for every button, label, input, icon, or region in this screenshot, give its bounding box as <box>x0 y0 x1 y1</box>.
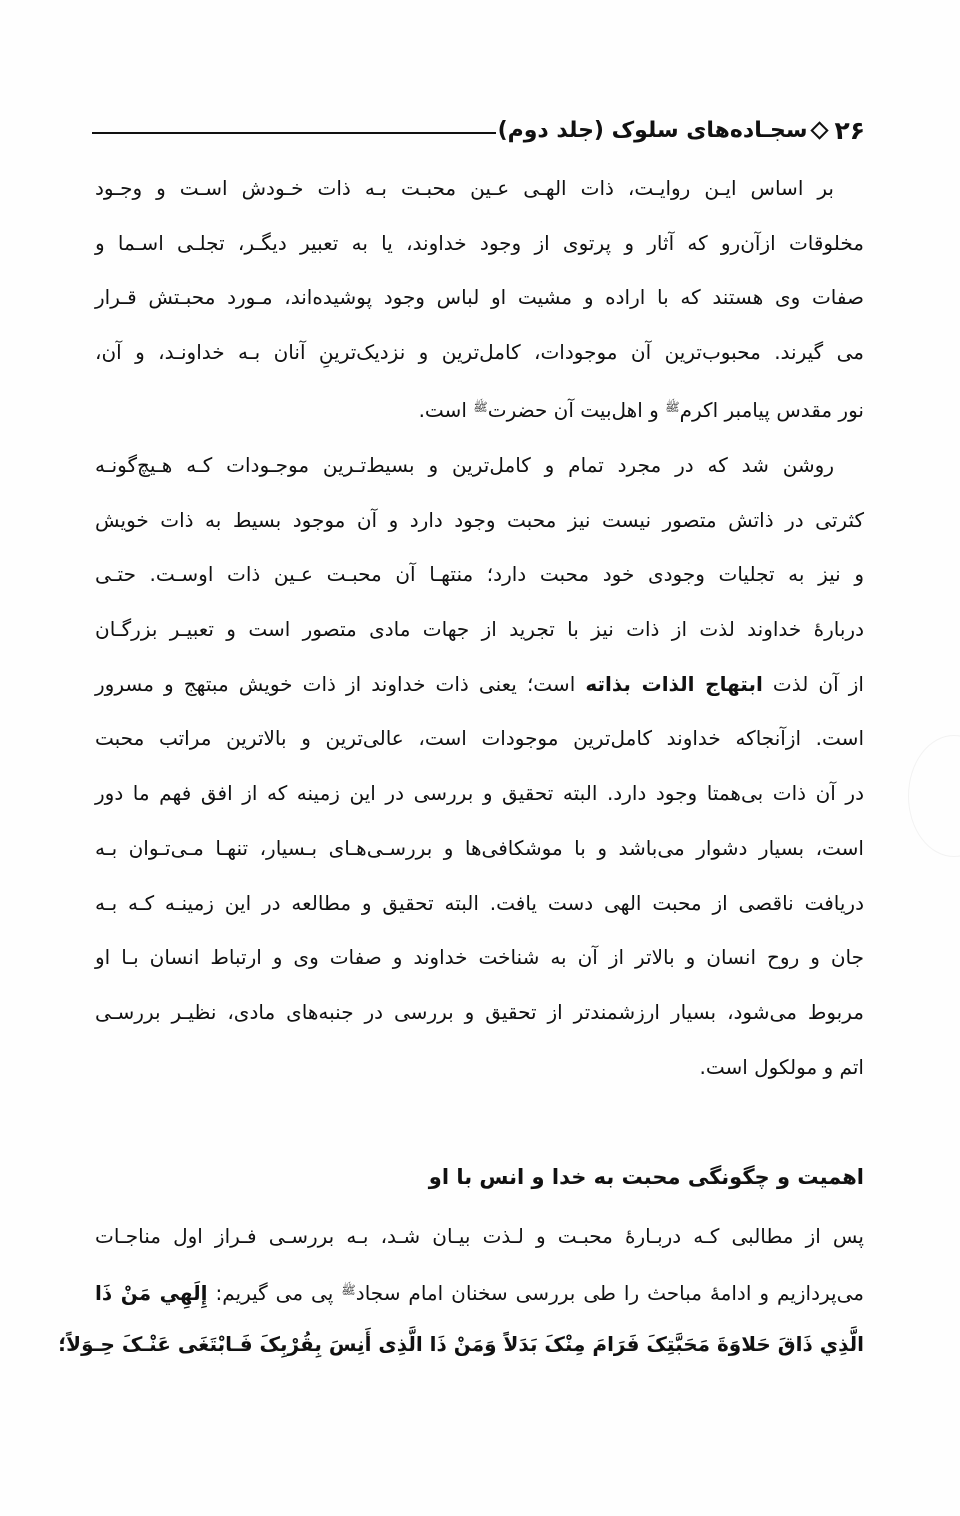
text-line: مربوط می‌شود، بسیار ارزشمندتر از تحقیق و بررسی در جنبه‌های مادی، نظیـر بررسـی <box>95 999 864 1024</box>
text-line <box>95 380 864 435</box>
text-segment: و اهل‌بیت آن حضرت <box>487 397 666 422</box>
text-line: دریافت ناقصی از محبت الهی دست یافت. البته تحقیق و مطالعه در این زمینـه کـه بـه <box>95 890 864 915</box>
text-line: بر اساس ایـن روایـت، ذات الهـی عـین محبـت بـه ذات خـودش اسـت و وجـود <box>95 176 834 200</box>
text-line: می گیرند. محبوب‌ترین آن موجودات، کامل‌ترین و نزدیک‌ترینِ آنان بـه خداونـد، و آن، <box>95 340 864 365</box>
text-line: دربارۀ خداوند لذت از ذات نیز با تجرید از جهات مادی متصور است و تعبیـر بزرگـان <box>95 617 864 642</box>
honorific-symbol: ﷺ <box>473 399 488 414</box>
paragraph-3 <box>58 1209 864 1371</box>
text-segment: است؛ یعنی ذات خداوند از ذات خویش مبتهج و مسرور <box>95 671 586 696</box>
book-title: سجـاده‌های سلوک (جلد دوم) <box>497 118 808 143</box>
paragraph-2 <box>95 438 864 1094</box>
text-line: پس از مطالبی کـه دربـارۀ محبـت و لـذت بیـان شـد، بـه بررسـی فـراز اول مناجـات <box>95 1224 864 1248</box>
honorific-symbol: ﷺ <box>341 1283 356 1297</box>
text-segment: نور مقدس پیامبر اکرم <box>679 397 864 422</box>
text-line <box>95 657 864 712</box>
header-rule <box>92 132 496 134</box>
text-line: و نیز به تجلیات وجودی خود محبت دارد؛ منتهـا آن محبـت عـین ذات اوسـت. حتـی <box>95 562 864 587</box>
page-number: ۲۶ <box>834 116 865 145</box>
paper-stain-mark <box>908 735 960 857</box>
text-segment: از آن لذت <box>762 671 864 696</box>
text-line: کثرتی در ذاتش متصور نیست نیز محبت وجود دارد و آن موجود بسیط به ذات خویش <box>95 507 864 532</box>
text-line: است. ازآنجاکه خداوند کامل‌ترین موجودات است، عالی‌ترین و بالاترین مراتب محبت <box>95 726 864 751</box>
text-line <box>95 1263 864 1317</box>
running-header <box>92 106 865 146</box>
paragraph-1 <box>95 161 864 434</box>
section-heading: اهمیت و چگونگی محبت به خدا و انس با او <box>428 1165 864 1189</box>
bold-term: ابتهاج الذات بذاته <box>585 671 763 696</box>
text-line: در آن ذات بی‌همتا وجود دارد. البته تحقیق و بررسی در این زمینه که از افق فهم ما دور <box>95 781 864 806</box>
supplication-quote: الَّذِي ذَاقَ حَلاوَةَ مَحَبَّتِکَ فَرَامَ مِنْکَ بَدَلاً وَمَنْ ذَا الَّذِی أَنِسَ بِقُرْبِکَ فَـابْتَغَی عَنْـکَ حِـوَلاً؛ <box>58 1332 864 1356</box>
diamond-ornament-icon <box>811 121 829 139</box>
text-line: روشن شد که در مجرد تمام و کامل‌ترین و بسیط‌تـرین موجـودات کـه هـیچ‌گونـه <box>95 453 834 477</box>
text-line: مخلوقات ازآن‌رو که آثار و پرتوی از وجود خداوند، یا به تعبیر دیگـر، تجلـی اسـما و <box>95 230 864 255</box>
honorific-symbol: ﷺ <box>665 399 680 414</box>
text-segment: است. <box>418 397 474 422</box>
text-segment: می‌پردازیم و ادامۀ مباحث را طی بررسی سخنان امام سجاد <box>355 1281 864 1305</box>
text-line: اتم و مولکول است. <box>699 1054 864 1079</box>
text-line: صفات وی هستند که با اراده و مشیت او لباس وجود پوشیده‌اند، مـورد محبـتش قـرار <box>95 285 864 310</box>
text-line: است، بسیار دشوار می‌باشد و با موشکافی‌ها و بررسـی‌هـای بـسیار، تنهـا مـی‌تـوان بـه <box>95 835 864 860</box>
text-segment: پی می گیریم: <box>207 1281 342 1305</box>
text-line: جان و روح انسان و بالاتر از آن به شناخت خداوند و صفات وی و ارتباط انسان بـا او <box>95 945 864 970</box>
supplication-quote: إِلَهِي مَنْ ذَا <box>95 1281 208 1305</box>
